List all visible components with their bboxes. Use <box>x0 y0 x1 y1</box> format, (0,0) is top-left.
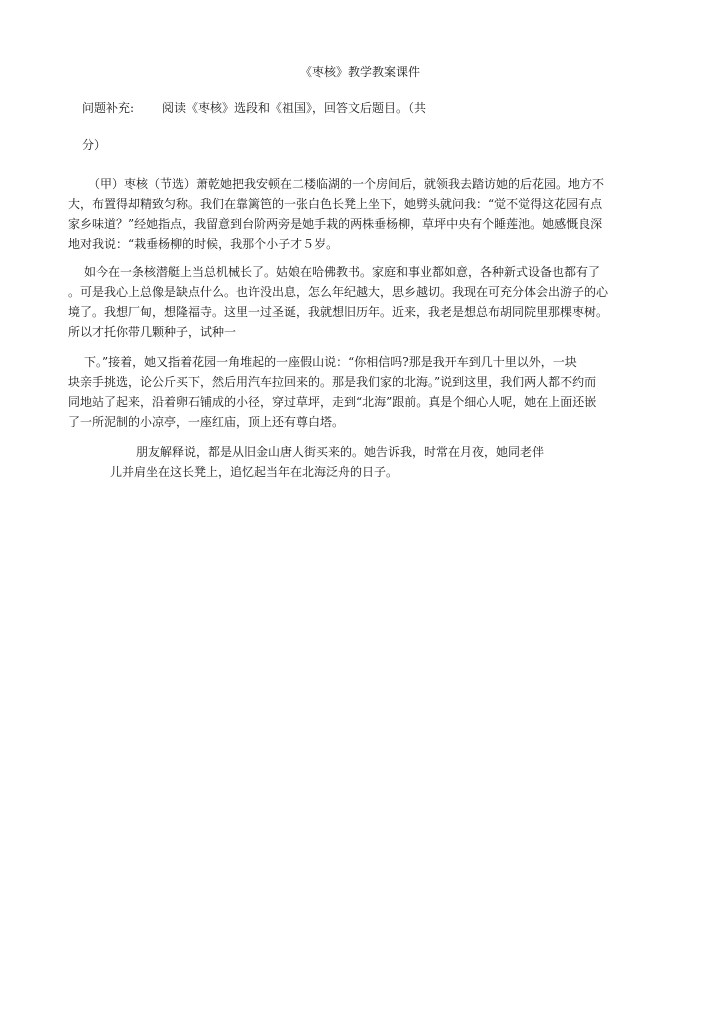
paragraph-line: 。可是我心上总像是缺点什么。也许没出息，怎么年纪越大，思乡越切。我现在可充分体会出游子的心 <box>68 285 609 299</box>
question-text: 阅读《枣核》选段和《祖国》，回答文后题目。（共 <box>162 101 427 115</box>
paragraph-line: （甲）枣核（节选）萧乾她把我安顿在二楼临湖的一个房间后，就领我去踏访她的后花园。地方不 <box>88 177 605 191</box>
paragraph-1 <box>68 174 642 254</box>
paragraph-line: 地对我说：“栽垂杨柳的时候，我那个小子才５岁。 <box>68 237 339 251</box>
paragraph-line: 块亲手挑选，论公斤买下，然后用汽车拉回来的。那是我们家的北海。”说到这里，我们两人都不约而 <box>68 375 597 389</box>
paragraph-line: 同地站了起来，沿着卵石铺成的小径，穿过草坪，走到“北海”跟前。真是个细心人呢，她在上面还嵌 <box>68 395 597 409</box>
document-title: 《枣核》教学教案课件 <box>299 65 420 79</box>
paragraph-line: 家乡味道？”经她指点，我留意到台阶两旁是她手栽的两株垂杨柳，草坪中央有个睡莲池。她感慨良深 <box>68 217 603 231</box>
paragraph-line: 儿并肩坐在这长凳上，追忆起当年在北海泛舟的日子。 <box>110 465 399 479</box>
paragraph-line: 所以才托你带几颗种子，试种一 <box>68 325 237 339</box>
paragraph-line: 境了。我想厂甸，想隆福寺。这里一过圣诞，我就想旧历年。近来，我老是想总布胡同院里那棵枣树。 <box>68 305 609 319</box>
paragraph-line: 如今在一条核潜艇上当总机械长了。姑娘在哈佛教书。家庭和事业都如意，各种新式设备也都有了 <box>84 265 601 279</box>
paragraph-line: 大，布置得却精致匀称。我们在靠篱笆的一张白色长凳上坐下，她劈头就问我：“觉不觉得这花园有点 <box>68 197 603 211</box>
paragraph-4 <box>82 442 642 482</box>
paragraph-line: 下。”接着，她又指着花园一角堆起的一座假山说：“你相信吗?那是我开车到几十里以外，一块 <box>84 355 577 369</box>
paragraph-2 <box>68 262 642 342</box>
paragraph-line: 朋友解释说，都是从旧金山唐人街买来的。她告诉我，时常在月夜，她同老伴 <box>136 445 545 459</box>
question-line <box>82 99 642 117</box>
question-continuation: 分） <box>82 138 107 152</box>
paragraph-3 <box>68 352 642 432</box>
paragraph-line: 了一所泥制的小凉亭，一座红庙，顶上还有尊白塔。 <box>68 415 345 429</box>
question-label: 问题补充: <box>82 101 135 115</box>
